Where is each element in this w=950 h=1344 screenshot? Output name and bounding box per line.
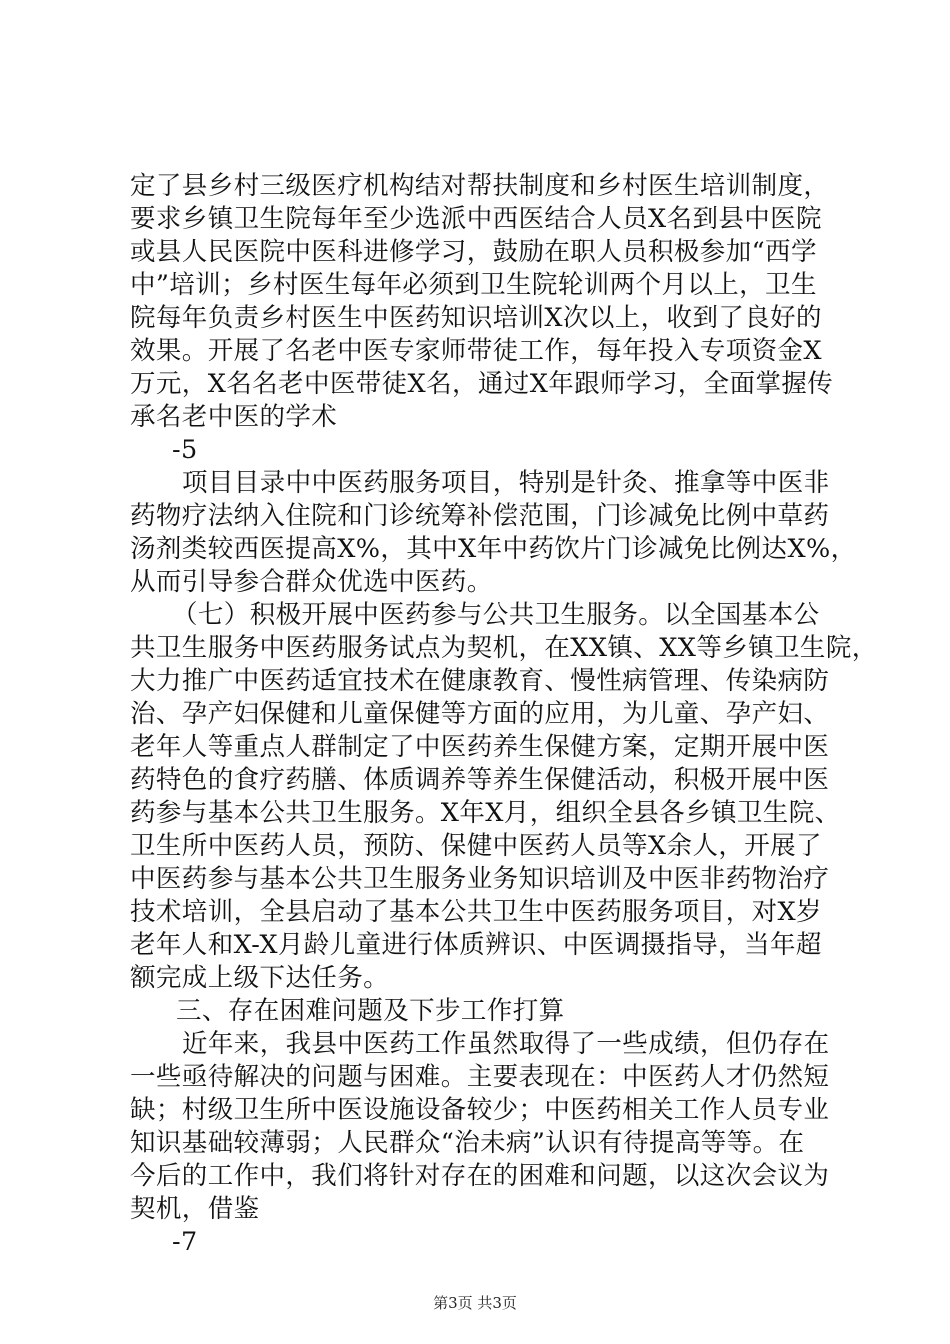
text-line: 中”培训；乡村医生每年必须到卫生院轮训两个月以上，卫生 (130, 270, 817, 300)
paragraph-first-line: 项目目录中中医药服务项目，特别是针灸、推拿等中医非 (182, 468, 830, 498)
text-line: 共卫生服务中医药服务试点为契机，在XX镇、XX等乡镇卫生院， (130, 633, 878, 663)
text-line: 要求乡镇卫生院每年至少选派中西医结合人员X名到县中医院 (130, 204, 822, 234)
text-line: 契机，借鉴 (130, 1194, 260, 1224)
section-heading: 三、存在困难问题及下步工作打算 (176, 996, 565, 1026)
text-line: 大力推广中医药适宜技术在健康教育、慢性病管理、传染病防 (130, 666, 830, 696)
text-line: 万元，X名名老中医带徒X名，通过X年跟师学习，全面掌握传 (130, 369, 834, 399)
text-line: 缺；村级卫生所中医设施设备较少；中医药相关工作人员专业 (130, 1095, 830, 1125)
text-line: 今后的工作中，我们将针对存在的困难和问题，以这次会议为 (130, 1161, 830, 1191)
text-line: 技术培训，全县启动了基本公共卫生中医药服务项目，对X岁 (130, 897, 822, 927)
text-line: 效果。开展了名老中医专家师带徒工作，每年投入专项资金X (130, 336, 822, 366)
page-marker: -5 (172, 435, 198, 465)
text-line: 老年人等重点人群制定了中医药养生保健方案，定期开展中医 (130, 732, 830, 762)
page-marker: -7 (172, 1227, 198, 1257)
text-line: 治、孕产妇保健和儿童保健等方面的应用，为儿童、孕产妇、 (130, 699, 830, 729)
text-line: 知识基础较薄弱；人民群众“治未病”认识有待提高等等。在 (130, 1128, 805, 1158)
paragraph-first-line: （七）积极开展中医药参与公共卫生服务。以全国基本公 (172, 600, 820, 630)
text-line: 中医药参与基本公共卫生服务业务知识培训及中医非药物治疗 (130, 864, 830, 894)
text-line: 定了县乡村三级医疗机构结对帮扶制度和乡村医生培训制度， (130, 171, 830, 201)
page-number-footer: 第3页 共3页 (433, 1294, 517, 1312)
paragraph-first-line: 近年来，我县中医药工作虽然取得了一些成绩，但仍存在 (182, 1029, 830, 1059)
text-line: 汤剂类较西医提高X%，其中X年中药饮片门诊减免比例达X%， (130, 534, 857, 564)
text-line: 卫生所中医药人员，预防、保健中医药人员等X余人，开展了 (130, 831, 822, 861)
text-line: 药物疗法纳入住院和门诊统筹补偿范围，门诊减免比例中草药 (130, 501, 830, 531)
text-line: 药参与基本公共卫生服务。X年X月，组织全县各乡镇卫生院、 (130, 798, 841, 828)
text-line: 老年人和X-X月龄儿童进行体质辨识、中医调摄指导，当年超 (130, 930, 822, 960)
text-line: 院每年负责乡村医生中医药知识培训X次以上，收到了良好的 (130, 303, 822, 333)
text-line: 额完成上级下达任务。 (130, 963, 390, 993)
text-line: 或县人民医院中医科进修学习，鼓励在职人员积极参加“西学 (130, 237, 817, 267)
text-line: 一些亟待解决的问题与困难。主要表现在：中医药人才仍然短 (130, 1062, 830, 1092)
text-line: 承名老中医的学术 (130, 402, 338, 432)
text-line: 药特色的食疗药膳、体质调养等养生保健活动，积极开展中医 (130, 765, 830, 795)
text-line: 从而引导参合群众优选中医药。 (130, 567, 493, 597)
